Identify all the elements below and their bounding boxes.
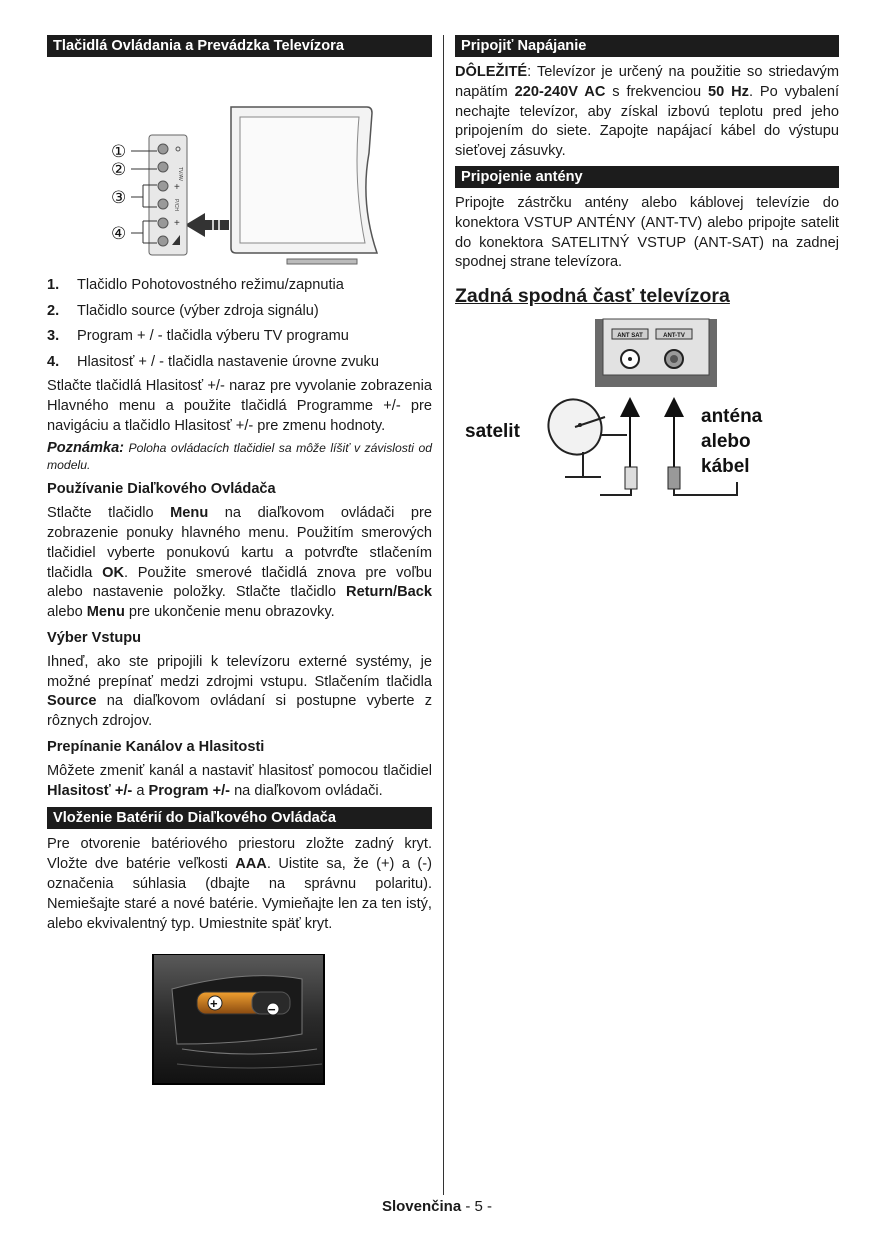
batteries-paragraph: Pre otvorenie batériového priestoru zložte zadný kryt. Vložte dve batérie veľkosti AAA. Uistite sa, že (+) a (-) označenia súhlasia (dbajte na správnu polaritu). Nemiešajte staré a nové batérie. Vymieňajte len za ten istý, alebo ekvivalentný typ. Umiestnite späť kryt. — [47, 836, 433, 932]
battery-compartment-figure — [47, 954, 432, 1104]
program-plus-circle — [158, 181, 168, 191]
volume-minus-circle — [158, 236, 168, 246]
tv-cable-plug — [668, 467, 680, 489]
input-select-heading: Výber Vstupu — [47, 629, 142, 646]
battery-minus-mark: − — [268, 1002, 276, 1018]
callout-2: ② — [111, 160, 127, 180]
satellite-dish-icon — [538, 390, 627, 477]
antenna-label-line3: kábel — [701, 456, 750, 478]
tv-back-title: Zadná spodná časť televízora — [455, 285, 730, 308]
prog-label: P/CH — [173, 199, 179, 211]
callout-4: ④ — [111, 224, 127, 244]
sat-cable-plug — [625, 467, 637, 489]
power-paragraph: DÔLEŽITÉ: Televízor je určený na použitie so striedavým napätím 220-240V AC s frekvenciou 50 Hz. Po vybalení nechajte televízor, aby získal izbovú teplotu pred jeho pripojením do siete. Zapojte napájací kábel do výstupu sieťovej zásuvky. — [455, 64, 840, 160]
vol-plus-sign: + — [174, 218, 180, 229]
callout-1: ① — [111, 142, 127, 162]
position-note: Poznámka: Poloha ovládacích tlačidiel sa môže líšiť v závislosti od modelu. — [47, 440, 432, 473]
callout-3: ③ — [111, 188, 127, 208]
input-select-paragraph: Ihneď, ako ste pripojili k televízoru externé systémy, je možné prepínať medzi zdrojmi vstupu. Stlačením tlačidla Source na diaľkovom ovládaní si postupne vyberte z rôznych zdrojov. — [47, 653, 432, 730]
antenna-label-line1: anténa — [701, 406, 763, 428]
page-footer — [0, 1197, 874, 1217]
satellite-label: satelit — [465, 421, 520, 443]
page-number: - 5 - — [465, 1198, 493, 1215]
controls-list — [47, 273, 432, 375]
left-column — [47, 35, 432, 1104]
list-item: 2. Tlačidlo source (výber zdroja signálu) — [47, 302, 319, 319]
channel-volume-heading: Prepínanie Kanálov a Hlasitosti — [47, 738, 265, 755]
prog-plus-sign: + — [174, 182, 180, 193]
tv-control-buttons-figure — [47, 63, 432, 273]
antenna-connection-diagram — [455, 317, 839, 507]
source-button-circle — [158, 162, 168, 172]
section-header-controls: Tlačidlá Ovládania a Prevádzka Televízora — [47, 35, 432, 57]
tv-av-label: TV/AV — [177, 167, 183, 182]
right-column — [455, 35, 839, 507]
footer-language: Slovenčina — [381, 1198, 462, 1215]
list-item: 1. Tlačidlo Pohotovostného režimu/zapnutia — [47, 277, 344, 293]
list-item: 4. Hlasitosť + / - tlačidla nastavenie úrovne zvuku — [47, 353, 379, 370]
remote-usage-paragraph: Stlačte tlačidlo Menu na diaľkovom ovládači pre zobrazenie ponuky hlavného menu. Použitím smerových tlačidiel vyberte ponukovú kartu a potvrďte stlačením tlačidla OK. Použite smerové tlačidlá znova pre voľbu alebo nastavenie položky. Stlačte tlačidlo Return/Back alebo Menu pre ukončenie menu obrazovky. — [47, 505, 432, 621]
antenna-label-line2: alebo — [701, 431, 751, 453]
list-item: 3. Program + / - tlačidla výberu TV programu — [47, 328, 349, 344]
column-divider — [443, 35, 444, 1195]
port-label-sat: ANT SAT — [617, 333, 643, 340]
section-header-antenna: Pripojenie antény — [455, 166, 839, 188]
channel-volume-paragraph: Môžete zmeniť kanál a nastaviť hlasitosť pomocou tlačidiel Hlasitosť +/- a Program +/- na diaľkovom ovládači. — [47, 762, 432, 799]
section-header-power: Pripojiť Napájanie — [455, 35, 839, 57]
standby-button-circle — [158, 144, 168, 154]
antenna-paragraph: Pripojte zástrčku antény alebo káblovej televízie do konektora VSTUP ANTÉNY (ANT-TV) alebo pripojte satelit do konektora SATELITNÝ VSTUP (ANT-SAT) na zadnej spodnej strane televízora. — [455, 194, 839, 271]
battery-plus-mark: + — [210, 996, 218, 1012]
volume-menu-paragraph: Stlačte tlačidlá Hlasitosť +/- naraz pre vyvolanie zobrazenia Hlavného menu a použite tlačidlá Programme +/- pre navigáciu a tlačidlo Hlasitosť +/- pre zmenu hodnoty. — [47, 378, 432, 434]
remote-usage-heading: Používanie Diaľkového Ovládača — [47, 481, 276, 498]
section-header-batteries: Vloženie Batérií do Diaľkového Ovládača — [47, 807, 432, 829]
volume-plus-circle — [158, 218, 168, 228]
port-label-tv: ANT-TV — [663, 333, 685, 340]
program-minus-circle — [158, 199, 168, 209]
